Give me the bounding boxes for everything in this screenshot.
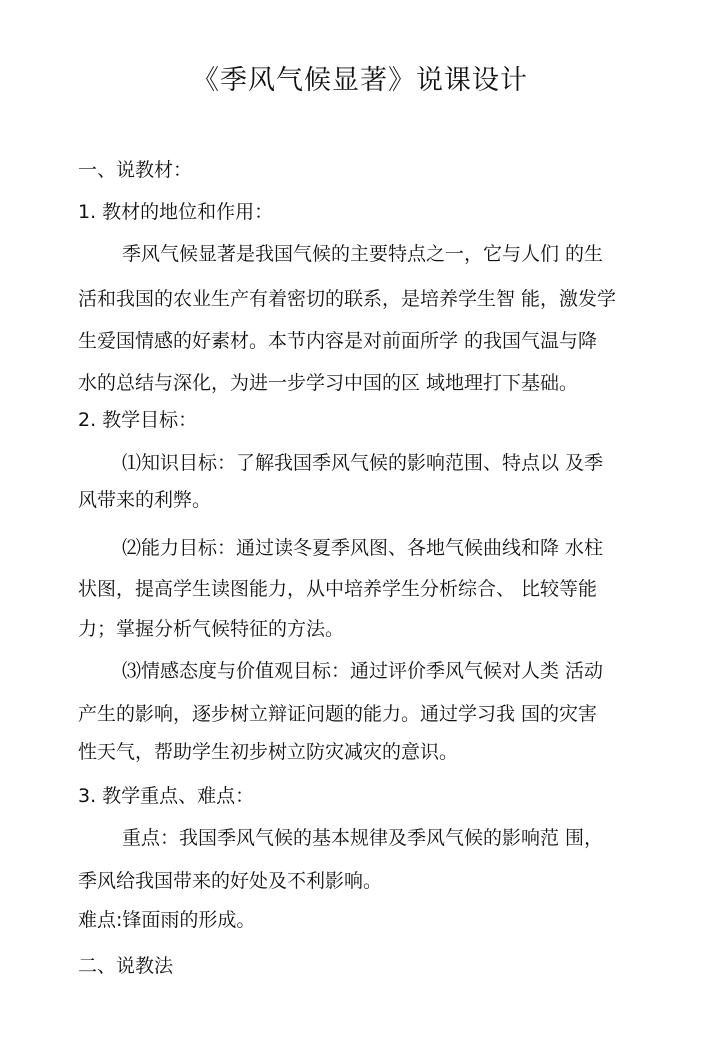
paragraph-line: 难点:锋面雨的形成。	[78, 909, 256, 931]
paragraph-line: 季风给我国带来的好处及不利影响。	[78, 870, 383, 892]
subheading-position-role: 1. 教材的地位和作用：	[78, 201, 274, 223]
section-heading-teaching-method: 二、说教法	[78, 955, 174, 977]
paragraph-line: 产生的影响，逐步树立辩证问题的能力。通过学习我 国的灾害	[78, 703, 598, 725]
paragraph-line: 水的总结与深化，为进一步学习中国的区 域地理打下基础。	[78, 372, 579, 394]
paragraph-line: 生爱国情感的好素材。本节内容是对前面所学 的我国气温与降	[78, 330, 598, 352]
paragraph-line: 性天气，帮助学生初步树立防灾减灾的意识。	[78, 741, 459, 763]
paragraph-line: 重点：我国季风气候的基本规律及季风气候的影响范 围，	[122, 827, 604, 849]
paragraph-line: 状图，提高学生读图能力，从中培养学生分析综合、 比较等能	[78, 578, 598, 600]
paragraph-line: 季风气候显著是我国气候的主要特点之一，它与人们 的生	[122, 243, 604, 265]
paragraph-line: ⑶情感态度与价值观目标：通过评价季风气候对人类 活动	[122, 660, 604, 682]
paragraph-line: ⑵能力目标：通过读冬夏季风图、各地气候曲线和降 水柱	[122, 537, 604, 559]
subheading-key-points: 3. 教学重点、难点：	[78, 785, 255, 807]
paragraph-line: 力；掌握分析气候特征的方法。	[78, 618, 345, 640]
paragraph-line: ⑴知识目标：了解我国季风气候的影响范围、特点以 及季	[122, 452, 604, 474]
paragraph-line: 风带来的利弊。	[78, 489, 212, 511]
document-title: 《季风气候显著》说课设计	[192, 65, 528, 96]
paragraph-line: 活和我国的农业生产有着密切的联系，是培养学生智 能，激发学	[78, 288, 617, 310]
section-heading-textbook: 一、说教材：	[78, 159, 193, 181]
subheading-teaching-goals: 2. 教学目标：	[78, 409, 198, 431]
